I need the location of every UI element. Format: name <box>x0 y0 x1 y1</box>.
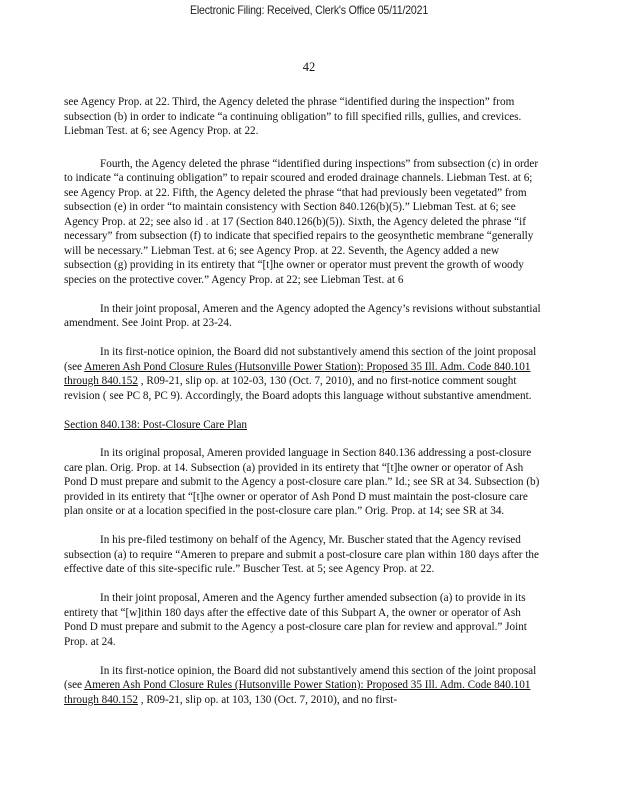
paragraph-4-pre: In its first-notice opinion, the Board did not substantively amend this section of the joint proposal (see <box>64 346 537 373</box>
paragraph-7: In their joint proposal, Ameren and the Agency further amended subsection (a) to provide in its entirety that “[w]ithin 180 days after the effective date of this Subpart A, the owner or operator of Ash Pond D must prepare and submit to the Agency a post-closure care plan for review and approval.” Joint Prop. at 24. <box>64 592 527 648</box>
page-number: 42 <box>302 60 316 74</box>
case-citation-link: Ameren Ash Pond Closure Rules (Hutsonville Power Station): Proposed 35 Ill. Adm. Code 840.101 through 840.152 <box>64 360 531 387</box>
paragraph-8-post: , R09-21, slip op. at 103, 130 (Oct. 7, 2010), and no first- <box>137 693 398 706</box>
paragraph-8-pre: In its first-notice opinion, the Board did not substantively amend this section of the joint proposal (see <box>64 664 537 691</box>
paragraph-4 <box>64 345 542 403</box>
paragraph-3: In their joint proposal, Ameren and the Agency adopted the Agency’s revisions without substantial amendment. See Joint Prop. at 23-24. <box>64 302 541 329</box>
paragraph-8 <box>64 664 542 708</box>
body-text <box>64 95 542 722</box>
paragraph-5: In its original proposal, Ameren provided language in Section 840.136 addressing a post-closure care plan. Orig. Prop. at 14. Subsection (a) provided in its entirety that “[t]he owner or operator of Ash Pond D must prepare and submit to the Agency a post-closure care plan.” Id.; see SR at 34. Subsection (b) provided in its entirety that “[t]he owner or operator of Ash Pond D must maintain the post-closure care plan onsite or at a location specified in the post-closure care plan.” Orig. Prop. at 14; see SR at 34. <box>64 447 540 517</box>
paragraph-1: see Agency Prop. at 22. Third, the Agency deleted the phrase “identified during the inspection” from subsection (b) in order to indicate “a continuing obligation” to fill specified rills, gullies, and crevices. Liebman Test. at 6; see Agency Prop. at 22. <box>64 96 522 137</box>
case-citation-link-2: Ameren Ash Pond Closure Rules (Hutsonville Power Station): Proposed 35 Ill. Adm. Code 840.101 through 840.152 <box>64 679 531 706</box>
section-heading: Section 840.138: Post-Closure Care Plan <box>64 418 248 431</box>
paragraph-4-post: , R09-21, slip op. at 102-03, 130 (Oct. 7, 2010), and no first-notice comment sought revision ( see PC 8, PC 9). Accordingly, the Board adopts this language without substantive amendment. <box>64 375 532 402</box>
paragraph-2: Fourth, the Agency deleted the phrase “identified during inspections” from subsection (c) in order to indicate “a continuing obligation” to repair scoured and eroded drainage channels. Liebman Test. at 6; see Agency Prop. at 22. Fifth, the Agency deleted the phrase “that had previously been vegetated” from subsection (e) in order “to maintain consistency with Section 840.126(b)(5).” Liebman Test. at 6; see Agency Prop. at 22; see also id . at 17 (Section 840.126(b)(5)). Sixth, the Agency deleted the phrase “if necessary” from subsection (f) to indicate that specified repairs to the geosynthetic membrane “generally will be necessary.” Liebman Test. at 6; see Agency Prop. at 22. Seventh, the Agency added a new subsection (g) providing in its entirety that “[t]he owner or operator must prevent the growth of woody species on the protective cover.” Agency Prop. at 22; see Liebman Test. at 6 <box>64 157 539 286</box>
filing-stamp: Electronic Filing: Received, Clerk's Office 05/11/2021 <box>189 3 429 17</box>
paragraph-6: In his pre-filed testimony on behalf of the Agency, Mr. Buscher stated that the Agency revised subsection (a) to require “Ameren to prepare and submit a post-closure care plan within 180 days after the effective date of this site-specific rule.” Buscher Test. at 5; see Agency Prop. at 22. <box>64 534 539 575</box>
